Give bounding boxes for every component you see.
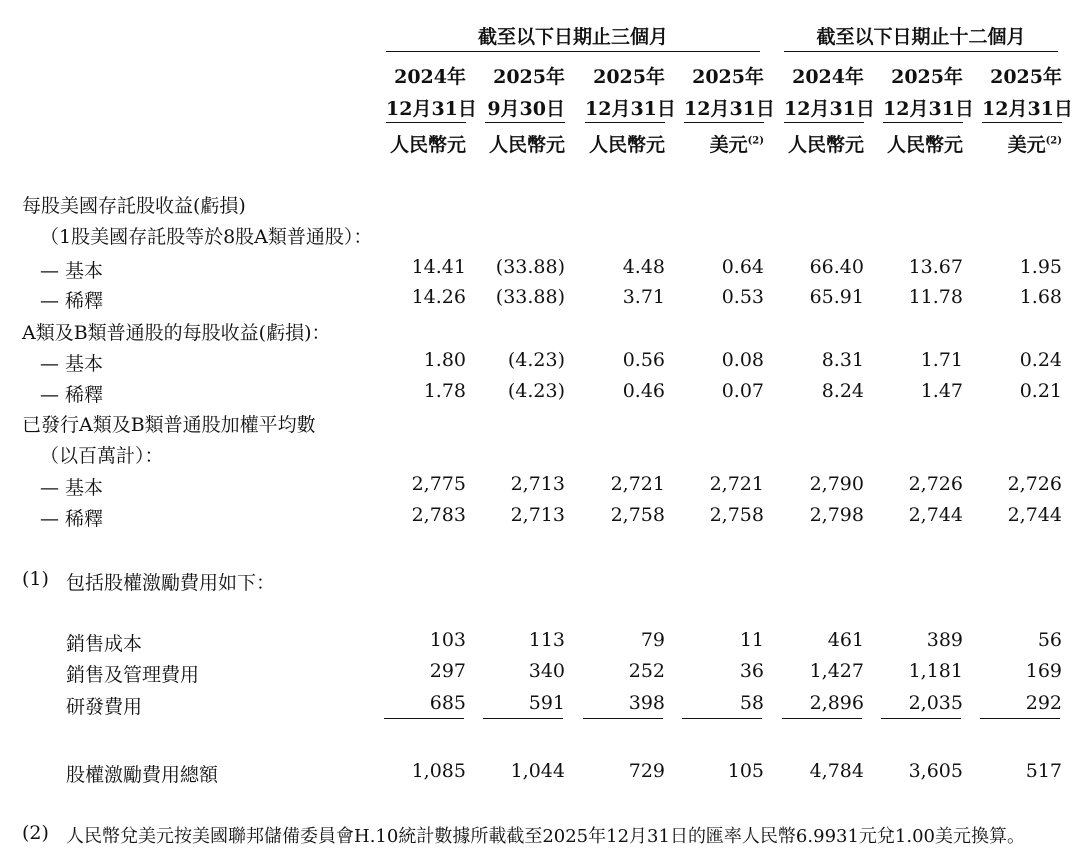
column-header-date: 12月31日 xyxy=(386,98,477,120)
column-header-currency: 人民幣元 xyxy=(389,134,466,156)
sbc-cell: 1,181 xyxy=(908,660,963,682)
sbc-cell: 297 xyxy=(429,660,466,682)
column-header-date: 12月31日 xyxy=(883,98,974,120)
sbc-row-label: 銷售及管理費用 xyxy=(66,664,200,686)
sbc-cell: 56 xyxy=(1037,629,1062,651)
table-cell: 65.91 xyxy=(809,286,864,308)
table-cell: 2,798 xyxy=(809,504,864,526)
sbc-cell: 292 xyxy=(1025,692,1062,714)
row-label: （以百萬計）： xyxy=(40,445,164,467)
sbc-total-cell: 4,784 xyxy=(809,760,864,782)
row-label: 已發行A類及B類普通股加權平均數 xyxy=(22,414,316,436)
sbc-cell: 1,427 xyxy=(809,660,864,682)
table-cell: 2,726 xyxy=(1007,473,1062,495)
table-cell: 0.64 xyxy=(721,256,764,278)
sbc-cell: 2,035 xyxy=(908,692,963,714)
sbc-total-cell: 729 xyxy=(628,760,665,782)
table-cell: 2,744 xyxy=(1007,504,1062,526)
row-label: — 基本 xyxy=(40,260,104,282)
row-label: 每股美國存託股收益(虧損) xyxy=(22,195,246,217)
sbc-total-cell: 517 xyxy=(1025,760,1062,782)
sbc-cell: 389 xyxy=(926,629,963,651)
column-header-rule xyxy=(982,122,1062,123)
subtotal-rule xyxy=(782,718,862,719)
column-header-year: 2024年 xyxy=(792,66,864,88)
column-header-date: 12月31日 xyxy=(982,98,1073,120)
table-cell: 14.26 xyxy=(411,286,466,308)
row-label: — 稀釋 xyxy=(40,384,104,406)
column-header-date: 12月31日 xyxy=(684,98,775,120)
column-header-year: 2025年 xyxy=(493,66,565,88)
table-cell: 3.71 xyxy=(622,286,665,308)
row-label: — 稀釋 xyxy=(40,290,104,312)
table-cell: 2,758 xyxy=(709,504,764,526)
table-cell: 0.08 xyxy=(721,349,764,371)
footnote-marker: (2) xyxy=(1045,135,1062,147)
table-cell: 0.21 xyxy=(1019,380,1062,402)
column-header-date: 12月31日 xyxy=(585,98,676,120)
column-header-rule xyxy=(883,122,963,123)
table-cell: 2,721 xyxy=(610,473,665,495)
column-header-rule xyxy=(485,122,565,123)
column-header-currency: 美元$^{(2)}$ xyxy=(1007,134,1062,156)
sbc-cell: 591 xyxy=(528,692,565,714)
column-header-currency: 人民幣元 xyxy=(886,134,963,156)
table-cell: 2,726 xyxy=(908,473,963,495)
table-cell: 2,790 xyxy=(809,473,864,495)
subtotal-rule xyxy=(881,718,961,719)
table-cell: 11.78 xyxy=(908,286,963,308)
table-cell: (4.23) xyxy=(507,380,565,402)
table-cell: 13.67 xyxy=(908,256,963,278)
row-label: A類及B類普通股的每股收益(虧損)： xyxy=(22,322,331,344)
table-cell: 0.56 xyxy=(622,349,665,371)
column-header-rule xyxy=(386,122,466,123)
sbc-cell: 58 xyxy=(739,692,764,714)
sbc-cell: 103 xyxy=(429,629,466,651)
subtotal-rule xyxy=(980,718,1060,719)
subtotal-rule xyxy=(384,718,464,719)
row-label: — 基本 xyxy=(40,353,104,375)
sbc-total-cell: 105 xyxy=(727,760,764,782)
footnote-2-text: 人民幣兌美元按美國聯邦儲備委員會H.10統計數據所載截至2025年12月31日的匯率人民幣6.9931元兌1.00美元換算。 xyxy=(66,826,1025,847)
table-cell: 2,775 xyxy=(411,473,466,495)
table-cell: 1.47 xyxy=(920,380,963,402)
column-header-year: 2025年 xyxy=(891,66,963,88)
sbc-row-label: 研發費用 xyxy=(66,696,143,718)
sbc-total-cell: 3,605 xyxy=(908,760,963,782)
column-header-year: 2025年 xyxy=(692,66,764,88)
sbc-row-label: 銷售成本 xyxy=(66,633,143,655)
table-cell: 0.07 xyxy=(721,380,764,402)
column-header-rule xyxy=(585,122,665,123)
sbc-total-label: 股權激勵費用總額 xyxy=(66,764,219,786)
group-header-three-months: 截至以下日期止三個月 xyxy=(477,26,668,48)
group-underline xyxy=(784,51,1058,52)
column-header-rule xyxy=(784,122,864,123)
column-header-year: 2025年 xyxy=(593,66,665,88)
sbc-total-cell: 1,085 xyxy=(411,760,466,782)
column-header-currency: 人民幣元 xyxy=(787,134,864,156)
sbc-cell: 398 xyxy=(628,692,665,714)
table-cell: 1.78 xyxy=(423,380,466,402)
footnote-1-marker: (1) xyxy=(22,568,49,590)
table-cell: 2,758 xyxy=(610,504,665,526)
table-cell: 0.53 xyxy=(721,286,764,308)
table-cell: 0.24 xyxy=(1019,349,1062,371)
table-cell: 0.46 xyxy=(622,380,665,402)
table-cell: 14.41 xyxy=(411,256,466,278)
table-cell: 1.71 xyxy=(920,349,963,371)
table-cell: (33.88) xyxy=(495,256,565,278)
table-cell: 2,721 xyxy=(709,473,764,495)
sbc-cell: 685 xyxy=(429,692,466,714)
column-header-date: 12月31日 xyxy=(784,98,875,120)
sbc-cell: 252 xyxy=(628,660,665,682)
group-header-twelve-months: 截至以下日期止十二個月 xyxy=(816,26,1026,48)
sbc-cell: 2,896 xyxy=(809,692,864,714)
table-cell: 8.24 xyxy=(821,380,864,402)
subtotal-rule xyxy=(483,718,563,719)
sbc-cell: 36 xyxy=(739,660,764,682)
row-label: — 基本 xyxy=(40,477,104,499)
column-header-currency: 人民幣元 xyxy=(588,134,665,156)
footnote-2-marker: (2) xyxy=(22,822,49,844)
table-cell: (4.23) xyxy=(507,349,565,371)
column-header-year: 2025年 xyxy=(990,66,1062,88)
sbc-cell: 79 xyxy=(640,629,665,651)
table-cell: 2,713 xyxy=(510,473,565,495)
table-cell: (33.88) xyxy=(495,286,565,308)
table-cell: 2,744 xyxy=(908,504,963,526)
subtotal-rule xyxy=(682,718,762,719)
table-cell: 1.80 xyxy=(423,349,466,371)
table-cell: 1.95 xyxy=(1019,256,1062,278)
table-cell: 1.68 xyxy=(1019,286,1062,308)
column-header-currency: 美元$^{(2)}$ xyxy=(709,134,764,156)
sbc-cell: 340 xyxy=(528,660,565,682)
table-cell: 4.48 xyxy=(622,256,665,278)
column-header-currency: 人民幣元 xyxy=(488,134,565,156)
subtotal-rule xyxy=(583,718,663,719)
footnote-marker: (2) xyxy=(747,135,764,147)
sbc-cell: 169 xyxy=(1025,660,1062,682)
table-cell: 66.40 xyxy=(809,256,864,278)
sbc-cell: 11 xyxy=(739,629,764,651)
column-header-date: 9月30日 xyxy=(487,98,565,120)
sbc-cell: 461 xyxy=(827,629,864,651)
column-header-year: 2024年 xyxy=(394,66,466,88)
table-cell: 2,783 xyxy=(411,504,466,526)
column-header-rule xyxy=(684,122,764,123)
table-cell: 8.31 xyxy=(821,349,864,371)
row-label: — 稀釋 xyxy=(40,508,104,530)
footnote-1-text: 包括股權激勵費用如下： xyxy=(66,572,276,594)
sbc-total-cell: 1,044 xyxy=(510,760,565,782)
sbc-cell: 113 xyxy=(528,629,565,651)
row-label: （1股美國存託股等於8股A類普通股）： xyxy=(40,226,373,248)
table-cell: 2,713 xyxy=(510,504,565,526)
group-underline xyxy=(386,51,760,52)
